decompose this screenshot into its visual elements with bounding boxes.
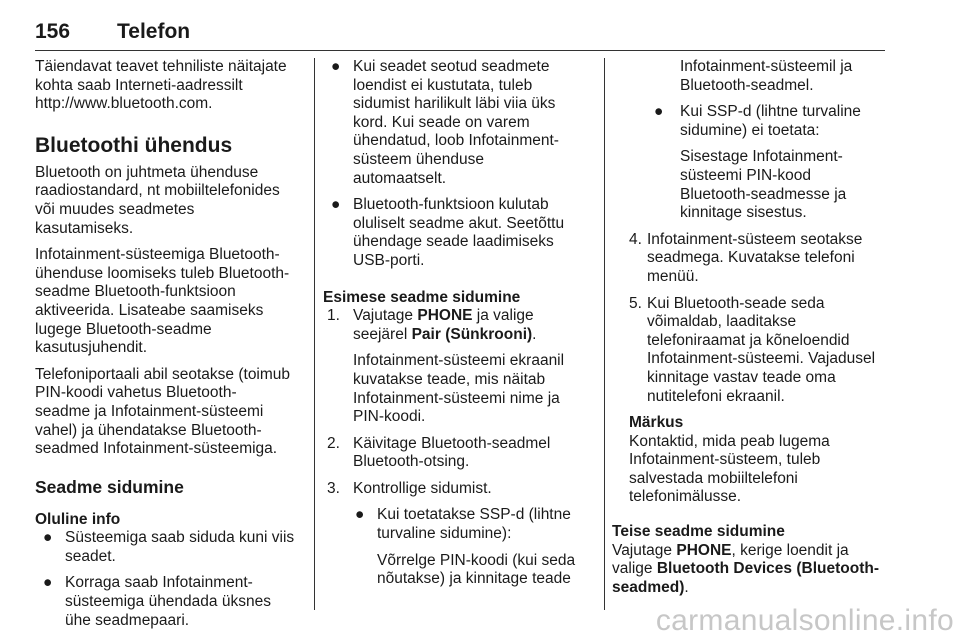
bullet-icon: ● xyxy=(355,506,365,524)
note-heading: Märkus xyxy=(629,414,684,432)
section-heading-pairing: Seadme sidumine xyxy=(35,476,184,497)
page-number: 156 xyxy=(35,20,71,43)
note-text: Kontaktid, mida peab lugema Infotainment-süsteem, tuleb salvestada mobiiltelefoni telefonimälusse. xyxy=(629,432,830,506)
paragraph-activation: Infotainment-süsteemiga Bluetooth- ühenduse loomiseks tuleb Bluetooth- seadme Bluetooth-funktsioon aktiveerida. Lisateabe saamiseks lugege Bluetooth-seadme kasutusjuhendit. xyxy=(35,246,290,357)
bullet-item: ● Kui seadet seotud seadmete loendist ei kustutata, tuleb sidumist harilikult läbi viia üks kord. Kui seade on varem ühendatud, loob Infotainment- süsteem ühenduse automaatselt. xyxy=(331,58,559,187)
bullet-icon: ● xyxy=(331,58,341,75)
step-item-1: 1. Vajutage PHONE ja valige seejärel Pair (Sünkrooni). xyxy=(327,307,537,343)
bluetooth-devices-label: Bluetooth Devices (Bluetooth- xyxy=(656,560,879,578)
column-divider-1 xyxy=(314,58,315,610)
sub-bullet-item: ● Kui toetatakse SSP-d (lihtne turvaline sidumine): xyxy=(355,506,571,543)
bullet-icon: ● xyxy=(331,196,341,214)
bullet-item: ● Süsteemiga saab siduda kuni viis seadet. xyxy=(43,529,295,565)
column-1 xyxy=(35,58,307,638)
subheading-first-pairing: Esimese seadme sidumine xyxy=(323,288,521,306)
column-divider-2 xyxy=(604,58,605,610)
bullet-icon: ● xyxy=(43,529,53,547)
bullet-item: ● Bluetooth-funktsioon kulutab oluliselt seadme akut. Seetõttu ühendage seade laadimiseks USB-porti. xyxy=(331,196,565,269)
bullet-icon: ● xyxy=(43,574,53,592)
subheading-important-info: Oluline info xyxy=(35,510,121,528)
step-item-5: 5. Kui Bluetooth-seade seda võimaldab, laaditakse telefoniraamat ja kõneloendid Infotainment-süsteemi. Vajadusel kinnitage vastav teade oma nutitelefoni ekraanil. xyxy=(629,294,876,405)
bluetooth-url: http://www.bluetooth.com. xyxy=(35,95,213,113)
step-1-description: Infotainment-süsteemi ekraanil kuvatakse teade, mis näitab Infotainment-süsteemi nime ja PIN-koodi. xyxy=(353,352,565,426)
paragraph-phone-portal: Telefoniportaali abil seotakse (toimub PIN-koodi vahetus Bluetooth- seadme ja Infotainment-süsteemi vahel) ja ühendatakse Bluetooth- seadmed Infotainment-süsteemiga. xyxy=(35,365,291,458)
sub-bullet-description: Võrrelge PIN-koodi (kui seda nõutakse) ja kinnitage teade xyxy=(377,551,576,588)
sub-bullet-item: ● Kui SSP-d (lihtne turvaline sidumine) ei toetata: xyxy=(654,103,861,139)
intro-paragraph: Täiendavat teavet tehniliste näitajate kohta saab Interneti-aadressilt http://www.bluetooth.com. xyxy=(35,58,307,114)
bullet-icon: ● xyxy=(654,103,664,121)
second-pairing-text: Vajutage PHONE, kerige loendit ja valige Bluetooth Devices (Bluetooth- seadmed). xyxy=(612,541,879,596)
pair-menu-label: Pair (Sünkrooni) xyxy=(411,325,533,343)
phone-button-label: PHONE xyxy=(417,307,473,325)
step-item-4: 4. Infotainment-süsteem seotakse seadmega. Kuvatakse telefoni menüü. xyxy=(629,230,863,285)
section-heading-bluetooth: Bluetoothi ühendus xyxy=(35,133,233,157)
column-2 xyxy=(323,58,595,597)
subheading-second-pairing: Teise seadme sidumine xyxy=(612,523,785,541)
step-item-3: 3. Kontrollige sidumist. xyxy=(327,479,492,497)
watermark-text: carmanualsonline.info xyxy=(655,604,954,637)
sub-bullet-description-cont: Infotainment-süsteemil ja Bluetooth-seadmel. xyxy=(680,58,853,94)
phone-button-label: PHONE xyxy=(676,541,732,559)
page-header xyxy=(35,6,885,51)
page-title: Telefon xyxy=(117,20,191,43)
column-3 xyxy=(612,58,892,605)
paragraph-bluetooth-standard: Bluetooth on juhtmeta ühenduse raadiostandard, nt mobiiltelefonides või muudes seadmetes kasutamiseks. xyxy=(35,163,280,237)
bullet-item: ● Korraga saab Infotainment- süsteemiga ühendada üksnes ühe seadmepaari. xyxy=(43,574,271,629)
step-item-2: 2. Käivitage Bluetooth-seadmel Bluetooth-otsing. xyxy=(327,434,551,471)
sub-bullet-description: Sisestage Infotainment- süsteemi PIN-kood Bluetooth-seadmesse ja kinnitage sisestus. xyxy=(680,148,847,222)
